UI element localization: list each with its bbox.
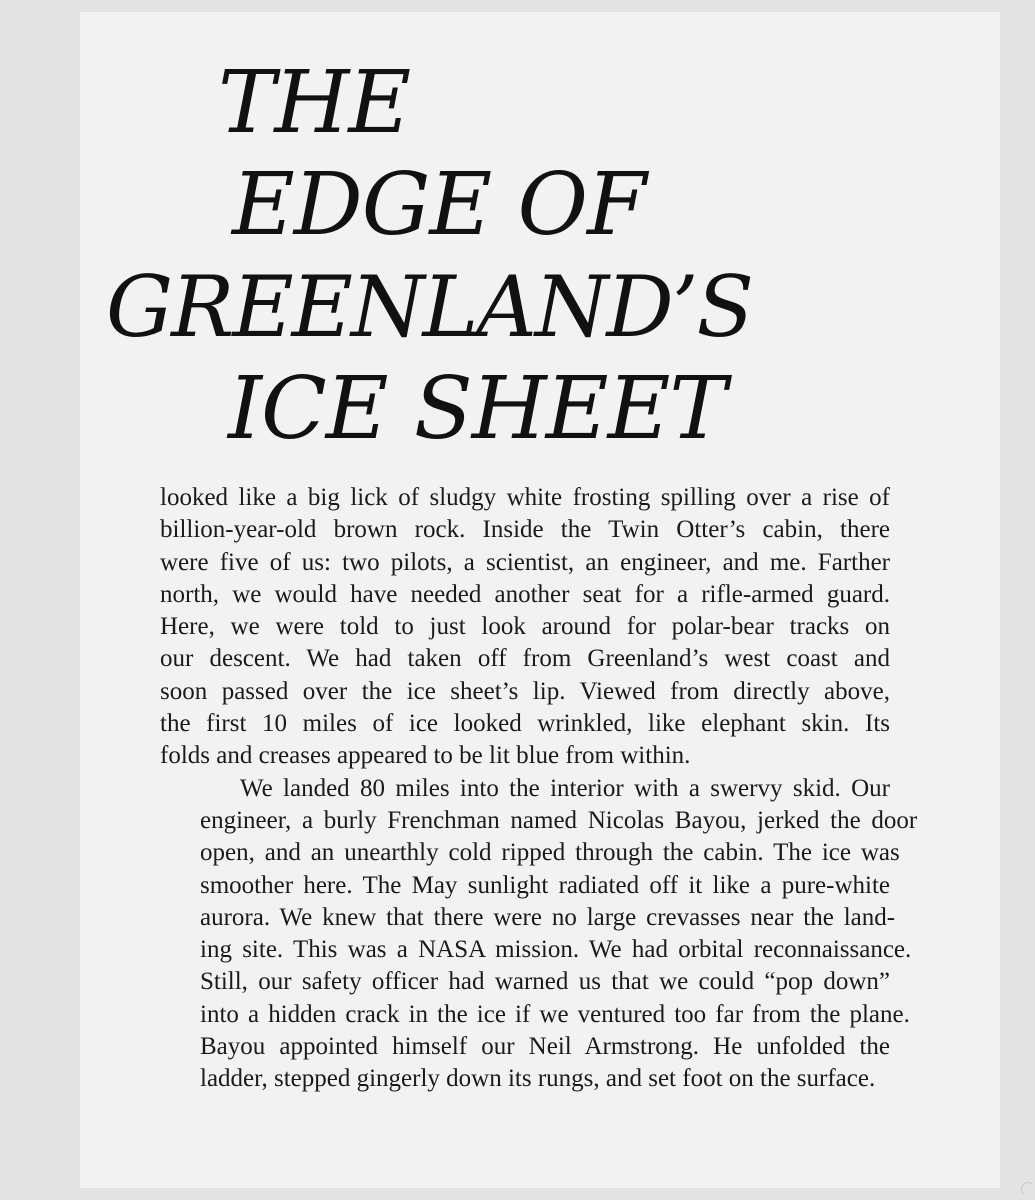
text-line: ladder, stepped gingerly down its rungs, and set foot on the surface. [200, 1065, 876, 1093]
text-line: were five of us: two pilots, a scientist, an engineer, and me. Farther [160, 548, 890, 576]
text-line: our descent. We had taken off from Greenland’s west coast and [160, 645, 890, 673]
article-title [80, 52, 1000, 460]
text-line: soon passed over the ice sheet’s lip. Viewed from directly above, [160, 677, 890, 705]
text-line: folds and creases appeared to be lit blue from within. [160, 742, 691, 770]
text-line: into a hidden crack in the ice if we ventured too far from the plane. [200, 1000, 910, 1028]
text-line: Bayou appointed himself our Neil Armstrong. He unfolded the [200, 1033, 890, 1061]
body-paragraph-2 [160, 773, 918, 1096]
text-line: aurora. We knew that there were no large crevasses near the land- [200, 903, 896, 931]
title-line: THE [218, 53, 411, 153]
text-line: the first 10 miles of ice looked wrinkled, like elephant skin. Its [160, 710, 890, 738]
text-line: looked like a big lick of sludgy white frosting spilling over a rise of [160, 484, 890, 511]
text-line: open, and an unearthly cold ripped through the cabin. The ice was [200, 839, 900, 867]
text-line: Still, our safety officer had warned us that we could “pop down” [200, 968, 890, 996]
body-paragraph-1 [160, 482, 890, 773]
corner-decoration [1021, 1182, 1035, 1196]
text-line: smoother here. The May sunlight radiated off it like a pure-white [200, 871, 890, 899]
text-line: Here, we were told to just look around for polar-bear tracks on [160, 613, 890, 641]
title-line: EDGE OF [232, 155, 646, 255]
title-line: ICE SHEET [228, 359, 726, 459]
text-line: ing site. This was a NASA mission. We had orbital reconnaissance. [200, 936, 912, 964]
text-line: We landed 80 miles into the interior with a swervy skid. Our [240, 774, 890, 802]
title-line: GREENLAND’S [106, 258, 753, 356]
text-line: north, we would have needed another seat for a rifle-armed guard. [160, 580, 890, 608]
text-line: engineer, a burly Frenchman named Nicolas Bayou, jerked the door [200, 806, 918, 834]
text-line: billion-year-old brown rock. Inside the Twin Otter’s cabin, there [160, 516, 890, 544]
article-page [80, 12, 1000, 1188]
article-body [160, 482, 918, 1096]
